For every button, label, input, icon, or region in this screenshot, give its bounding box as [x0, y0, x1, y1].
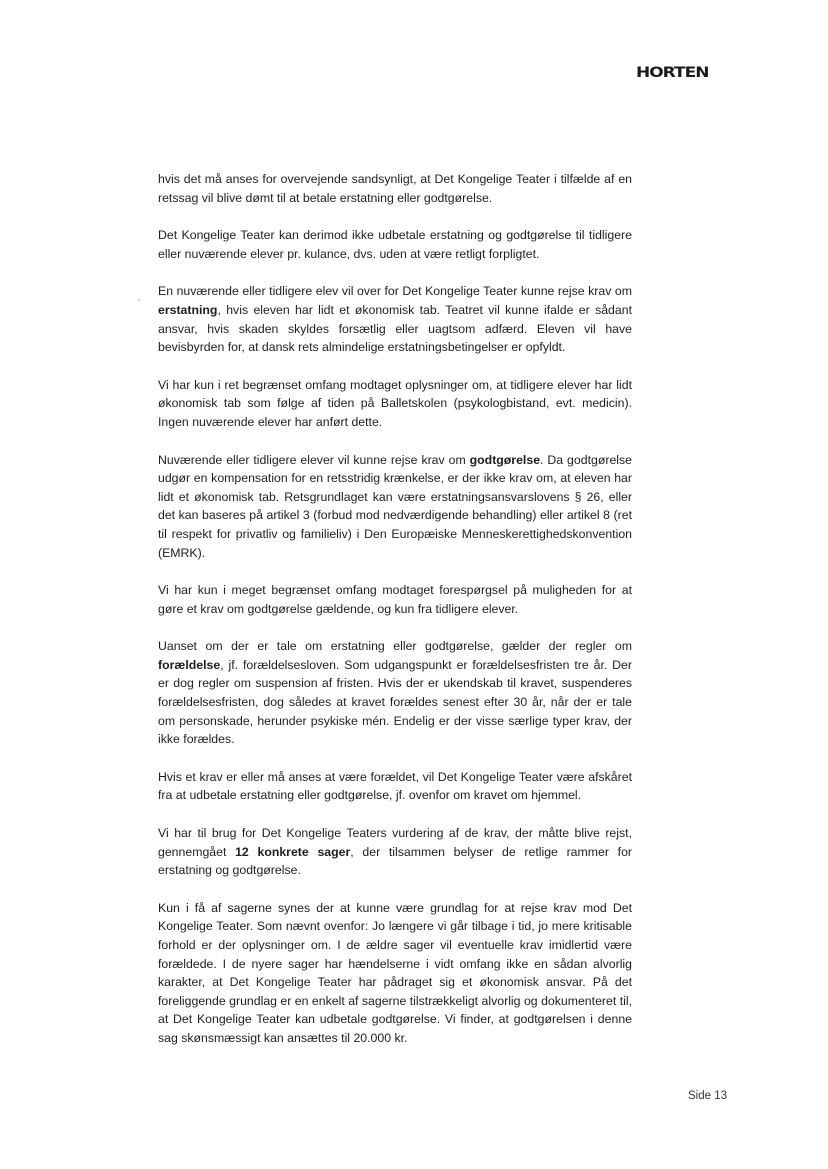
paragraph-text: Nuværende eller tidligere elever vil kunne rejse krav om — [158, 452, 470, 467]
paragraph-text: Vi har til brug for Det Kongelige Teaters vurdering af de krav, der måtte blive rejst, gennemgået — [158, 826, 632, 859]
bold-term-konkrete-sager: 12 konkrete sager — [235, 844, 351, 859]
paragraph-text: En nuværende eller tidligere elev vil over for Det Kongelige Teater kunne rejse krav om — [158, 284, 632, 299]
paragraph — [158, 824, 632, 880]
bold-term-foraeldelse: forældelse — [158, 657, 221, 672]
paragraph-text: Uanset om der er tale om erstatning eller godtgørelse, gælder der regler om — [158, 639, 632, 654]
paragraph-text: Det Kongelige Teater kan derimod ikke udbetale erstatning og godtgørelse til tidligere eller nuværende elever pr. kulance, dvs. uden at være retligt forpligtet. — [158, 228, 632, 261]
paragraph — [158, 637, 632, 749]
page-number: Side 13 — [688, 1090, 728, 1102]
paragraph-text: Vi har kun i ret begrænset omfang modtaget oplysninger om, at tidligere elever har lidt økonomisk tab som følge af tiden på Balletskolen (psykologbistand, evt. medicin). Ingen nuværende elever har anført dette. — [158, 377, 632, 429]
bold-term-erstatning: erstatning — [158, 302, 218, 317]
paragraph — [158, 899, 632, 1048]
document-body — [158, 170, 632, 1067]
paragraph-text: Vi har kun i meget begrænset omfang modtaget forespørgsel på muligheden for at gøre et krav om godtgørelse gældende, og kun fra tidligere elever. — [158, 583, 632, 616]
paragraph — [158, 451, 632, 563]
paragraph — [158, 282, 632, 356]
paragraph-text: hvis det må anses for overvejende sandsynligt, at Det Kongelige Teater i tilfælde af en retssag vil blive dømt til at betale erstatning eller godtgørelse. — [158, 172, 632, 205]
paragraph-text: , der tilsammen belyser de retlige rammer for erstatning og godtgørelse. — [158, 844, 633, 878]
paragraph-text: . Da godtgørelse udgør en kompensation for en retsstridig krænkelse, er der ikke krav om, at eleven har lidt et økonomisk tab. Retsgrundlaget kan være erstatningsansvarslovens § 26, eller det kan baseres på artikel 3 (forbud mod nedværdigende behandling) eller artikel 8 (ret til respekt for privatliv og familieliv) i Den Europæiske Menneskerettighedskonvention (EMRK). — [158, 452, 632, 560]
paragraph — [158, 768, 632, 805]
horten-logo: HORTEN — [636, 64, 709, 81]
scan-speck — [138, 299, 140, 301]
paragraph — [158, 170, 632, 207]
paragraph — [158, 226, 632, 263]
paragraph-text: Kun i få af sagerne synes der at kunne være grundlag for at rejse krav mod Det Kongelige Teater. Som nævnt ovenfor: Jo længere vi går tilbage i tid, jo mere kritisable forhold er der oplysninger om. I de ældre sager vil eventuelle krav imidlertid være forældede. I de nyere sager har hændelserne i vidt omfang ikke en sådan alvorlig karakter, at Det Kongelige Teater har pådraget sig et økonomisk ansvar. På det foreliggende grundlag er en enkelt af sagerne tilstrækkeligt alvorlig og dokumenteret til, at Det Kongelige Teater kan udbetale godtgørelse. Vi finder, at godtgørelsen i denne sag skønsmæssigt kan ansættes til 20.000 kr. — [158, 900, 632, 1045]
paragraph-text: Hvis et krav er eller må anses at være forældet, vil Det Kongelige Teater være afskåret fra at udbetale erstatning eller godtgørelse, jf. ovenfor om kravet om hjemmel. — [158, 769, 632, 803]
paragraph — [158, 376, 632, 432]
paragraph-text: , hvis eleven har lidt et økonomisk tab. Teatret vil kunne ifalde er sådant ansvar, hvis skaden skyldes forsætlig eller uagtsom adfærd. Eleven vil have bevisbyrden for, at dansk rets almindelige erstatningsbetingelser er opfyldt. — [158, 302, 632, 355]
paragraph-text: , jf. forældelsesloven. Som udgangspunkt er forældelsesfristen tre år. Der er dog regler om suspension af fristen. Hvis der er ukendskab til kravet, suspenderes forældelsesfristen, dog således at kravet forældes senest efter 30 år, når der er tale om personskade, herunder psykiske mén. Endelig er der visse særlige typer krav, der ikke forældes. — [158, 657, 632, 747]
paragraph — [158, 581, 632, 618]
bold-term-godtgoerelse: godtgørelse — [469, 452, 541, 467]
